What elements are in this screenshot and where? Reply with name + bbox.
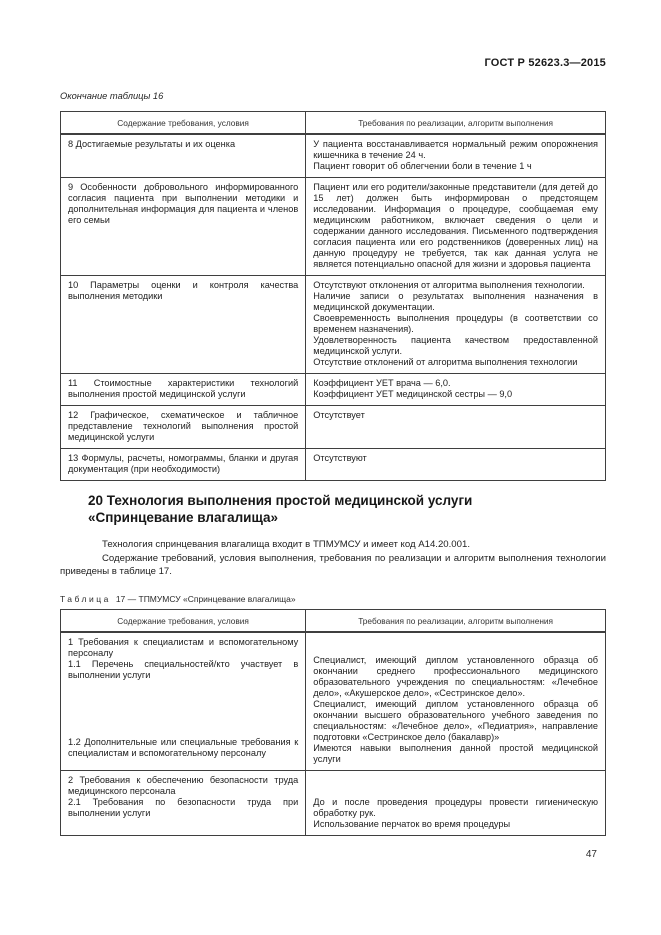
implementation-cell [306, 770, 606, 835]
document-standard-number: ГОСТ Р 52623.3—2015 [484, 57, 606, 69]
section-heading-line1: 20 Технология выполнения простой медицинской услуги [88, 493, 473, 508]
requirement-cell [61, 406, 306, 449]
cell-paragraph: 11 Стоимостные характеристики технологий выполнения простой медицинской услуги [68, 378, 299, 399]
table-row [61, 770, 606, 835]
cell-paragraph: Имеются навыки выполнения данной простой медицинской услуги [313, 742, 598, 764]
body-paragraph: Технология спринцевания влагалища входит в ТПМУМСУ и имеет код А14.20.001. [102, 539, 470, 550]
cell-paragraph: Удовлетворенность пациента качеством предоставленной медицинской услуги. [313, 335, 598, 356]
requirement-cell [61, 632, 306, 771]
table-16 [60, 111, 606, 481]
requirement-cell [61, 449, 306, 481]
table-17 [60, 609, 606, 836]
implementation-cell [306, 134, 606, 178]
table16-continuation-label: Окончание таблицы 16 [60, 91, 164, 101]
requirement-cell [61, 770, 306, 835]
column-header-implementation: Требования по реализации, алгоритм выполнения [306, 112, 606, 135]
cell-paragraph: 12 Графическое, схематическое и табличное представление технологий выполнения простой медицинской услуги [68, 410, 299, 442]
cell-paragraph: Наличие записи о результатах выполнения назначения в медицинской документации. [313, 291, 598, 312]
cell-paragraph: Коэффициент УЕТ медицинской сестры — 9,0 [313, 389, 513, 399]
cell-paragraph: 9 Особенности добровольного информированного согласия пациента при выполнении методики и дополнительная информация для пациента и членов его семьи [68, 182, 299, 225]
cell-paragraph: Отсутствие отклонений от алгоритма выполнения технологии [313, 357, 578, 367]
table-row [61, 449, 606, 481]
cell-paragraph: Специалист, имеющий диплом установленного образца об окончании высшего образовательного учебного заведения по специальностям: «Лечебное дело», «Педиатрия», направление подготовки «Сестринское дело (бакалавр)» [313, 698, 598, 742]
cell-paragraph: До и после проведения процедуры провести гигиеническую обработку рук. [313, 796, 598, 818]
implementation-cell [306, 178, 606, 276]
cell-paragraph: 8 Достигаемые результаты и их оценка [68, 139, 236, 149]
cell-paragraph: Отсутствуют [313, 453, 367, 463]
column-header-implementation: Требования по реализации, алгоритм выполнения [306, 609, 606, 632]
page-number: 47 [585, 848, 597, 860]
column-header-requirements: Содержание требования, условия [61, 112, 306, 135]
body-paragraph: Содержание требований, условия выполнения, требования по реализации и алгоритм выполнения технологии приведены в таблице 17. [60, 552, 606, 577]
implementation-cell [306, 406, 606, 449]
requirement-cell [61, 276, 306, 374]
cell-paragraph: Отсутствует [313, 410, 365, 420]
table-row [61, 406, 606, 449]
table17-caption [60, 594, 606, 604]
requirement-cell [61, 134, 306, 178]
section-heading [88, 492, 606, 526]
cell-paragraph: Своевременность выполнения процедуры (в соответствии со временем назначения). [313, 313, 598, 334]
requirement-cell [61, 178, 306, 276]
cell-paragraph: 2 Требования к обеспечению безопасности труда медицинского персонала [68, 774, 299, 796]
table-row [61, 374, 606, 406]
cell-paragraph: Пациент или его родители/законные представители (для детей до 15 лет) должен быть информирован о предстоящем исследовании. Информация о процедуре, сообщаемая ему медицинским работником, включает сведения о цели и содержании данного исследования. Письменного подтверждения согласия пациента или его родственников (доверенных лиц) на данную процедуру не требуется, так как данная услуга не является потенциально опасной для жизни и здоровья пациента [313, 182, 598, 269]
cell-paragraph: Пациент говорит об облегчении боли в течение 1 ч [313, 161, 532, 171]
cell-paragraph: 10 Параметры оценки и контроля качества выполнения методики [68, 280, 299, 301]
cell-paragraph: 1 Требования к специалистам и вспомогательному персоналу [68, 636, 299, 658]
table-caption-word: Таблица [60, 593, 111, 604]
table-row [61, 276, 606, 374]
column-header-requirements: Содержание требования, условия [61, 609, 306, 632]
cell-paragraph: 2.1 Требования по безопасности труда при выполнении услуги [68, 796, 299, 818]
table-row [61, 178, 606, 276]
table-row [61, 632, 606, 771]
table16-body [61, 134, 606, 481]
table-caption-text: 17 — ТПМУМСУ «Спринцевание влагалища» [115, 593, 296, 604]
cell-paragraph: Отсутствуют отклонения от алгоритма выполнения технологии. [313, 280, 585, 290]
cell-paragraph: 13 Формулы, расчеты, номограммы, бланки и другая документация (при необходимости) [68, 453, 299, 474]
implementation-cell [306, 632, 606, 771]
cell-paragraph: Коэффициент УЕТ врача — 6,0. [313, 378, 451, 388]
requirement-cell [61, 374, 306, 406]
table-header-row [61, 112, 606, 135]
table-header-row [61, 609, 606, 632]
implementation-cell [306, 374, 606, 406]
implementation-cell [306, 449, 606, 481]
cell-paragraph: Использование перчаток во время процедуры [313, 818, 511, 829]
cell-paragraph: 1.1 Перечень специальностей/кто участвует в выполнении услуги [68, 658, 299, 680]
table17-body [61, 632, 606, 836]
cell-paragraph: Специалист, имеющий диплом установленного образца об окончании среднего профессионального медицинского образовательного учреждения по специальностям: «Лечебное дело», «Акушерское дело», «Сестринское дело». [313, 654, 598, 698]
section-heading-line2: «Спринцевание влагалища» [88, 510, 279, 525]
cell-paragraph: У пациента восстанавливается нормальный режим опорожнения кишечника в течение 24 ч. [313, 139, 598, 160]
cell-paragraph: 1.2 Дополнительные или специальные требования к специалистам и вспомогательному персоналу [68, 736, 299, 758]
table-row [61, 134, 606, 178]
implementation-cell [306, 276, 606, 374]
